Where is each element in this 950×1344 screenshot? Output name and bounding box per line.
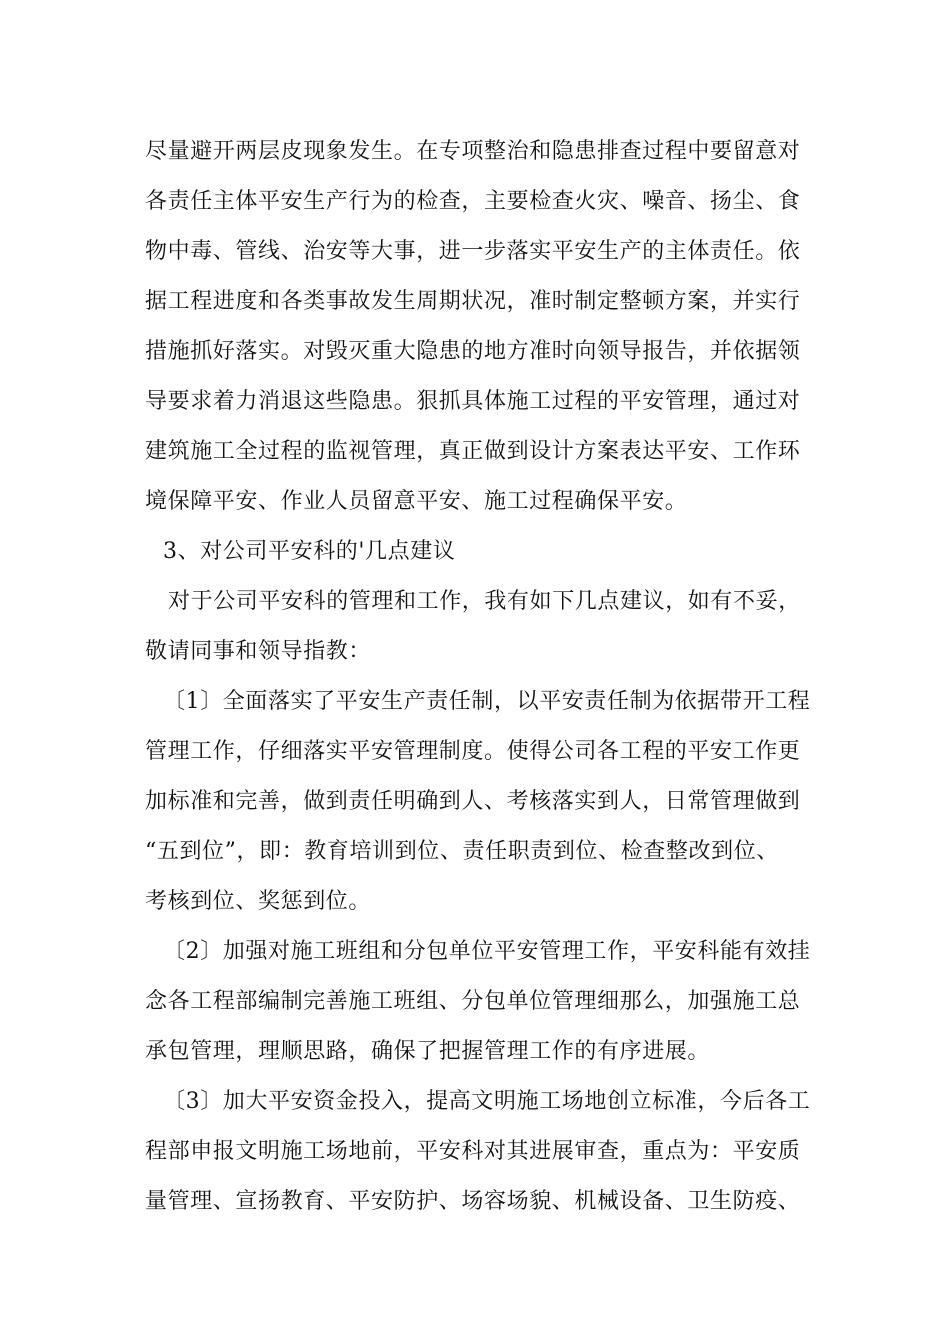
- text-line: 加标准和完善，做到责任明确到人、考核落实到人，日常管理做到: [145, 789, 801, 814]
- text-line: 念各工程部编制完善施工班组、分包单位管理细那么，加强施工总: [145, 989, 801, 1014]
- list-item-1: 〔1〕全面落实了平安生产责任制，以平安责任制为依据带开工程: [163, 689, 811, 714]
- text-line: 管理工作，仔细落实平安管理制度。使得公司各工程的平安工作更: [145, 739, 801, 764]
- text-line: 物中毒、管线、治安等大事，进一步落实平安生产的主体责任。依: [145, 239, 801, 264]
- text-line: 敬请同事和领导指教：: [145, 639, 372, 664]
- text-line: 境保障平安、作业人员留意平安、施工过程确保平安。: [145, 489, 688, 514]
- text-line: 措施抓好落实。对毁灭重大隐患的地方准时向领导报告，并依据领: [145, 339, 801, 364]
- text-line: 考核到位、奖惩到位。: [145, 889, 372, 914]
- text-line: 据工程进度和各类事故发生周期状况，准时制定整顿方案，并实行: [145, 289, 801, 314]
- text-line: 承包管理，理顺思路，确保了把握管理工作的有序进展。: [145, 1039, 711, 1064]
- text-line: 尽量避开两层皮现象发生。在专项整治和隐患排查过程中要留意对: [145, 139, 801, 164]
- section-heading: 3、对公司平安科的'几点建议: [163, 539, 456, 564]
- text-line: 对于公司平安科的管理和工作，我有如下几点建议，如有不妥，: [168, 589, 801, 614]
- text-line: 量管理、宣扬教育、平安防护、场容场貌、机械设备、卫生防疫、: [145, 1189, 801, 1214]
- list-item-3: 〔3〕加大平安资金投入，提高文明施工场地创立标准，今后各工: [163, 1089, 811, 1114]
- text-line: “五到位”，即：教育培训到位、责任职责到位、检查整改到位、: [145, 839, 779, 864]
- text-line: 建筑施工全过程的监视管理，真正做到设计方案表达平安、工作环: [145, 439, 801, 464]
- list-item-2: 〔2〕加强对施工班组和分包单位平安管理工作，平安科能有效挂: [163, 939, 811, 964]
- text-line: 各责任主体平安生产行为的检查，主要检查火灾、噪音、扬尘、食: [145, 189, 801, 214]
- text-line: 程部申报文明施工场地前，平安科对其进展审查，重点为：平安质: [145, 1139, 801, 1164]
- text-line: 导要求着力消退这些隐患。狠抓具体施工过程的平安管理，通过对: [145, 389, 801, 414]
